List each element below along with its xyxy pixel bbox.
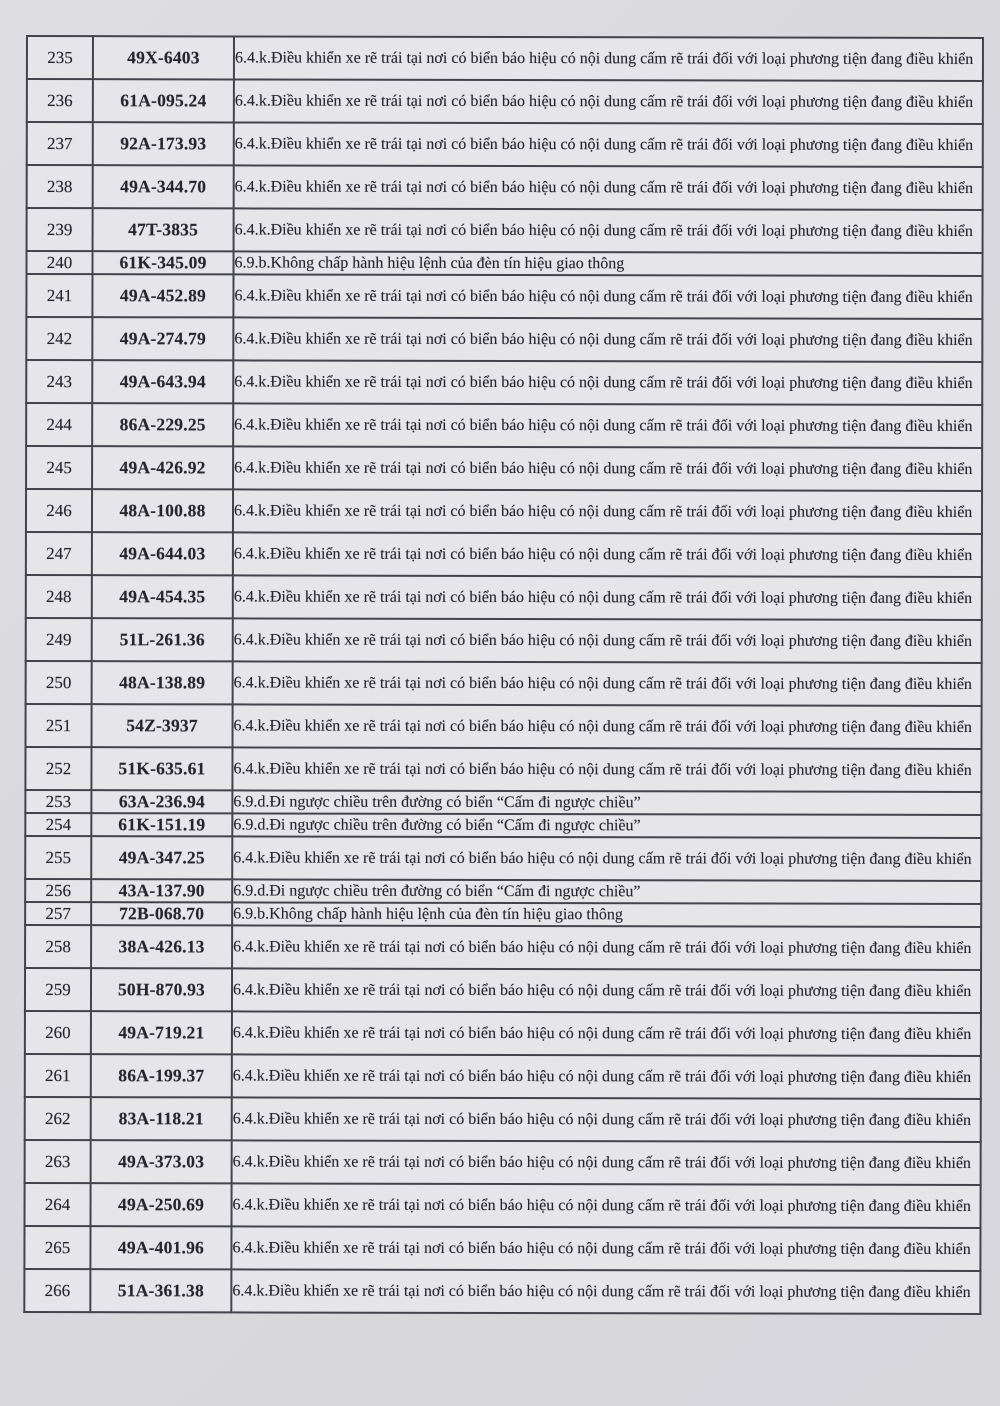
row-number-cell: 255	[25, 836, 91, 879]
license-plate-cell: 49A-401.96	[90, 1226, 231, 1269]
table-row	[25, 879, 981, 904]
violation-description-cell: 6.4.k.Điều khiển xe rẽ trái tại nơi có biển báo hiệu có nội dung cấm rẽ trái đối với loại phương tiện đang điều khiển	[232, 1140, 981, 1185]
license-plate-cell: 49A-454.35	[92, 575, 233, 618]
license-plate-cell: 49A-347.25	[91, 836, 232, 879]
license-plate-cell: 49A-643.94	[92, 360, 233, 403]
table-row	[25, 1183, 981, 1228]
license-plate-cell: 92A-173.93	[93, 122, 234, 165]
license-plate-cell: 61A-095.24	[93, 79, 234, 122]
row-number-cell: 240	[26, 251, 92, 274]
row-number-cell: 251	[26, 704, 92, 747]
table-row	[26, 317, 982, 362]
row-number-cell: 261	[25, 1054, 91, 1097]
table-row	[25, 790, 981, 815]
license-plate-cell: 61K-151.19	[91, 813, 232, 836]
violation-description-cell: 6.4.k.Điều khiển xe rẽ trái tại nơi có biển báo hiệu có nội dung cấm rẽ trái đối với loại phương tiện đang điều khiển	[233, 317, 982, 362]
violation-description-cell: 6.4.k.Điều khiển xe rẽ trái tại nơi có biển báo hiệu có nội dung cấm rẽ trái đối với loại phương tiện đang điều khiển	[234, 165, 983, 210]
violation-description-cell: 6.4.k.Điều khiển xe rẽ trái tại nơi có biển báo hiệu có nội dung cấm rẽ trái đối với loại phương tiện đang điều khiển	[232, 925, 981, 970]
table-row	[25, 1054, 981, 1099]
license-plate-cell: 48A-100.88	[92, 489, 233, 532]
violation-description-cell: 6.4.k.Điều khiển xe rẽ trái tại nơi có biển báo hiệu có nội dung cấm rẽ trái đối với loại phương tiện đang điều khiển	[231, 1269, 980, 1314]
row-number-cell: 258	[25, 925, 91, 968]
row-number-cell: 249	[26, 618, 92, 661]
table-row	[26, 251, 982, 276]
row-number-cell: 244	[26, 403, 92, 446]
license-plate-cell: 54Z-3937	[92, 704, 233, 747]
violation-description-cell: 6.4.k.Điều khiển xe rẽ trái tại nơi có biển báo hiệu có nội dung cấm rẽ trái đối với loại phương tiện đang điều khiển	[231, 1226, 980, 1271]
table-row	[26, 532, 982, 577]
table-row	[26, 403, 982, 448]
license-plate-cell: 43A-137.90	[91, 879, 232, 902]
license-plate-cell: 51K-635.61	[91, 747, 232, 790]
row-number-cell: 235	[27, 36, 93, 79]
table-row	[25, 1140, 981, 1185]
table-row	[24, 1226, 980, 1271]
row-number-cell: 248	[26, 575, 92, 618]
license-plate-cell: 48A-138.89	[92, 661, 233, 704]
table-row	[25, 1097, 981, 1142]
violation-description-cell: 6.4.k.Điều khiển xe rẽ trái tại nơi có biển báo hiệu có nội dung cấm rẽ trái đối với loại phương tiện đang điều khiển	[232, 836, 981, 881]
table-row	[24, 1269, 980, 1314]
table-row	[27, 36, 983, 81]
table-row	[27, 122, 983, 167]
row-number-cell: 257	[25, 902, 91, 925]
violation-description-cell: 6.4.k.Điều khiển xe rẽ trái tại nơi có biển báo hiệu có nội dung cấm rẽ trái đối với loại phương tiện đang điều khiển	[233, 360, 982, 405]
license-plate-cell: 49A-452.89	[92, 274, 233, 317]
table-row	[26, 661, 982, 706]
row-number-cell: 250	[26, 661, 92, 704]
table-row	[26, 446, 982, 491]
row-number-cell: 264	[25, 1183, 91, 1226]
violation-description-cell: 6.4.k.Điều khiển xe rẽ trái tại nơi có biển báo hiệu có nội dung cấm rẽ trái đối với loại phương tiện đang điều khiển	[233, 403, 982, 448]
table-row	[25, 747, 981, 792]
row-number-cell: 245	[26, 446, 92, 489]
license-plate-cell: 49A-426.92	[92, 446, 233, 489]
row-number-cell: 253	[25, 790, 91, 813]
table-row	[26, 360, 982, 405]
license-plate-cell: 51A-361.38	[90, 1269, 231, 1312]
table-row	[26, 618, 982, 663]
violation-description-cell: 6.4.k.Điều khiển xe rẽ trái tại nơi có biển báo hiệu có nội dung cấm rẽ trái đối với loại phương tiện đang điều khiển	[233, 489, 982, 534]
row-number-cell: 265	[24, 1226, 90, 1269]
violation-description-cell: 6.9.d.Đi ngược chiều trên đường có biển “Cấm đi ngược chiều”	[232, 813, 981, 838]
row-number-cell: 238	[27, 165, 93, 208]
violation-description-cell: 6.4.k.Điều khiển xe rẽ trái tại nơi có biển báo hiệu có nội dung cấm rẽ trái đối với loại phương tiện đang điều khiển	[232, 1054, 981, 1099]
table-row	[25, 902, 981, 927]
table-row	[26, 704, 982, 749]
row-number-cell: 259	[25, 968, 91, 1011]
row-number-cell: 260	[25, 1011, 91, 1054]
table-row	[25, 925, 981, 970]
license-plate-cell: 63A-236.94	[91, 790, 232, 813]
row-number-cell: 239	[27, 208, 93, 251]
license-plate-cell: 72B-068.70	[91, 902, 232, 925]
license-plate-cell: 51L-261.36	[92, 618, 233, 661]
row-number-cell: 263	[25, 1140, 91, 1183]
violation-description-cell: 6.4.k.Điều khiển xe rẽ trái tại nơi có biển báo hiệu có nội dung cấm rẽ trái đối với loại phương tiện đang điều khiển	[234, 36, 983, 81]
violation-description-cell: 6.4.k.Điều khiển xe rẽ trái tại nơi có biển báo hiệu có nội dung cấm rẽ trái đối với loại phương tiện đang điều khiển	[232, 747, 981, 792]
license-plate-cell: 38A-426.13	[91, 925, 232, 968]
violation-description-cell: 6.4.k.Điều khiển xe rẽ trái tại nơi có biển báo hiệu có nội dung cấm rẽ trái đối với loại phương tiện đang điều khiển	[232, 1097, 981, 1142]
violation-description-cell: 6.9.b.Không chấp hành hiệu lệnh của đèn tín hiệu giao thông	[233, 251, 982, 276]
row-number-cell: 237	[27, 122, 93, 165]
license-plate-cell: 49A-719.21	[91, 1011, 232, 1054]
table-row	[27, 165, 983, 210]
license-plate-cell: 47T-3835	[93, 208, 234, 251]
license-plate-cell: 86A-229.25	[92, 403, 233, 446]
table-row	[26, 575, 982, 620]
row-number-cell: 252	[25, 747, 91, 790]
violation-description-cell: 6.4.k.Điều khiển xe rẽ trái tại nơi có biển báo hiệu có nội dung cấm rẽ trái đối với loại phương tiện đang điều khiển	[232, 968, 981, 1013]
row-number-cell: 256	[25, 879, 91, 902]
violation-table-body	[24, 36, 983, 1314]
violation-description-cell: 6.4.k.Điều khiển xe rẽ trái tại nơi có biển báo hiệu có nội dung cấm rẽ trái đối với loại phương tiện đang điều khiển	[233, 704, 982, 749]
license-plate-cell: 49A-373.03	[91, 1140, 232, 1183]
violation-description-cell: 6.4.k.Điều khiển xe rẽ trái tại nơi có biển báo hiệu có nội dung cấm rẽ trái đối với loại phương tiện đang điều khiển	[233, 618, 982, 663]
license-plate-cell: 49A-250.69	[91, 1183, 232, 1226]
violation-description-cell: 6.4.k.Điều khiển xe rẽ trái tại nơi có biển báo hiệu có nội dung cấm rẽ trái đối với loại phương tiện đang điều khiển	[233, 446, 982, 491]
violation-description-cell: 6.4.k.Điều khiển xe rẽ trái tại nơi có biển báo hiệu có nội dung cấm rẽ trái đối với loại phương tiện đang điều khiển	[232, 1183, 981, 1228]
violation-description-cell: 6.4.k.Điều khiển xe rẽ trái tại nơi có biển báo hiệu có nội dung cấm rẽ trái đối với loại phương tiện đang điều khiển	[233, 661, 982, 706]
table-row	[25, 836, 981, 881]
violation-description-cell: 6.4.k.Điều khiển xe rẽ trái tại nơi có biển báo hiệu có nội dung cấm rẽ trái đối với loại phương tiện đang điều khiển	[234, 208, 983, 253]
row-number-cell: 262	[25, 1097, 91, 1140]
violation-table	[23, 35, 984, 1315]
table-row	[27, 208, 983, 253]
violation-description-cell: 6.9.d.Đi ngược chiều trên đường có biển “Cấm đi ngược chiều”	[232, 790, 981, 815]
violation-description-cell: 6.4.k.Điều khiển xe rẽ trái tại nơi có biển báo hiệu có nội dung cấm rẽ trái đối với loại phương tiện đang điều khiển	[232, 1011, 981, 1056]
violation-description-cell: 6.4.k.Điều khiển xe rẽ trái tại nơi có biển báo hiệu có nội dung cấm rẽ trái đối với loại phương tiện đang điều khiển	[234, 79, 983, 124]
violation-description-cell: 6.4.k.Điều khiển xe rẽ trái tại nơi có biển báo hiệu có nội dung cấm rẽ trái đối với loại phương tiện đang điều khiển	[233, 575, 982, 620]
table-row	[26, 274, 982, 319]
license-plate-cell: 49A-274.79	[92, 317, 233, 360]
table-row	[25, 813, 981, 838]
license-plate-cell: 83A-118.21	[91, 1097, 232, 1140]
license-plate-cell: 49X-6403	[93, 36, 234, 79]
table-row	[25, 968, 981, 1013]
row-number-cell: 241	[26, 274, 92, 317]
row-number-cell: 246	[26, 489, 92, 532]
license-plate-cell: 49A-644.03	[92, 532, 233, 575]
violation-description-cell: 6.9.b.Không chấp hành hiệu lệnh của đèn tín hiệu giao thông	[232, 902, 981, 927]
row-number-cell: 266	[24, 1269, 90, 1312]
table-row	[27, 79, 983, 124]
license-plate-cell: 86A-199.37	[91, 1054, 232, 1097]
violation-description-cell: 6.4.k.Điều khiển xe rẽ trái tại nơi có biển báo hiệu có nội dung cấm rẽ trái đối với loại phương tiện đang điều khiển	[233, 274, 982, 319]
violation-description-cell: 6.4.k.Điều khiển xe rẽ trái tại nơi có biển báo hiệu có nội dung cấm rẽ trái đối với loại phương tiện đang điều khiển	[233, 532, 982, 577]
violation-description-cell: 6.4.k.Điều khiển xe rẽ trái tại nơi có biển báo hiệu có nội dung cấm rẽ trái đối với loại phương tiện đang điều khiển	[234, 122, 983, 167]
license-plate-cell: 61K-345.09	[92, 251, 233, 274]
row-number-cell: 236	[27, 79, 93, 122]
row-number-cell: 254	[25, 813, 91, 836]
license-plate-cell: 49A-344.70	[93, 165, 234, 208]
row-number-cell: 243	[26, 360, 92, 403]
row-number-cell: 247	[26, 532, 92, 575]
violation-description-cell: 6.9.d.Đi ngược chiều trên đường có biển “Cấm đi ngược chiều”	[232, 879, 981, 904]
license-plate-cell: 50H-870.93	[91, 968, 232, 1011]
row-number-cell: 242	[26, 317, 92, 360]
table-row	[25, 1011, 981, 1056]
table-row	[26, 489, 982, 534]
